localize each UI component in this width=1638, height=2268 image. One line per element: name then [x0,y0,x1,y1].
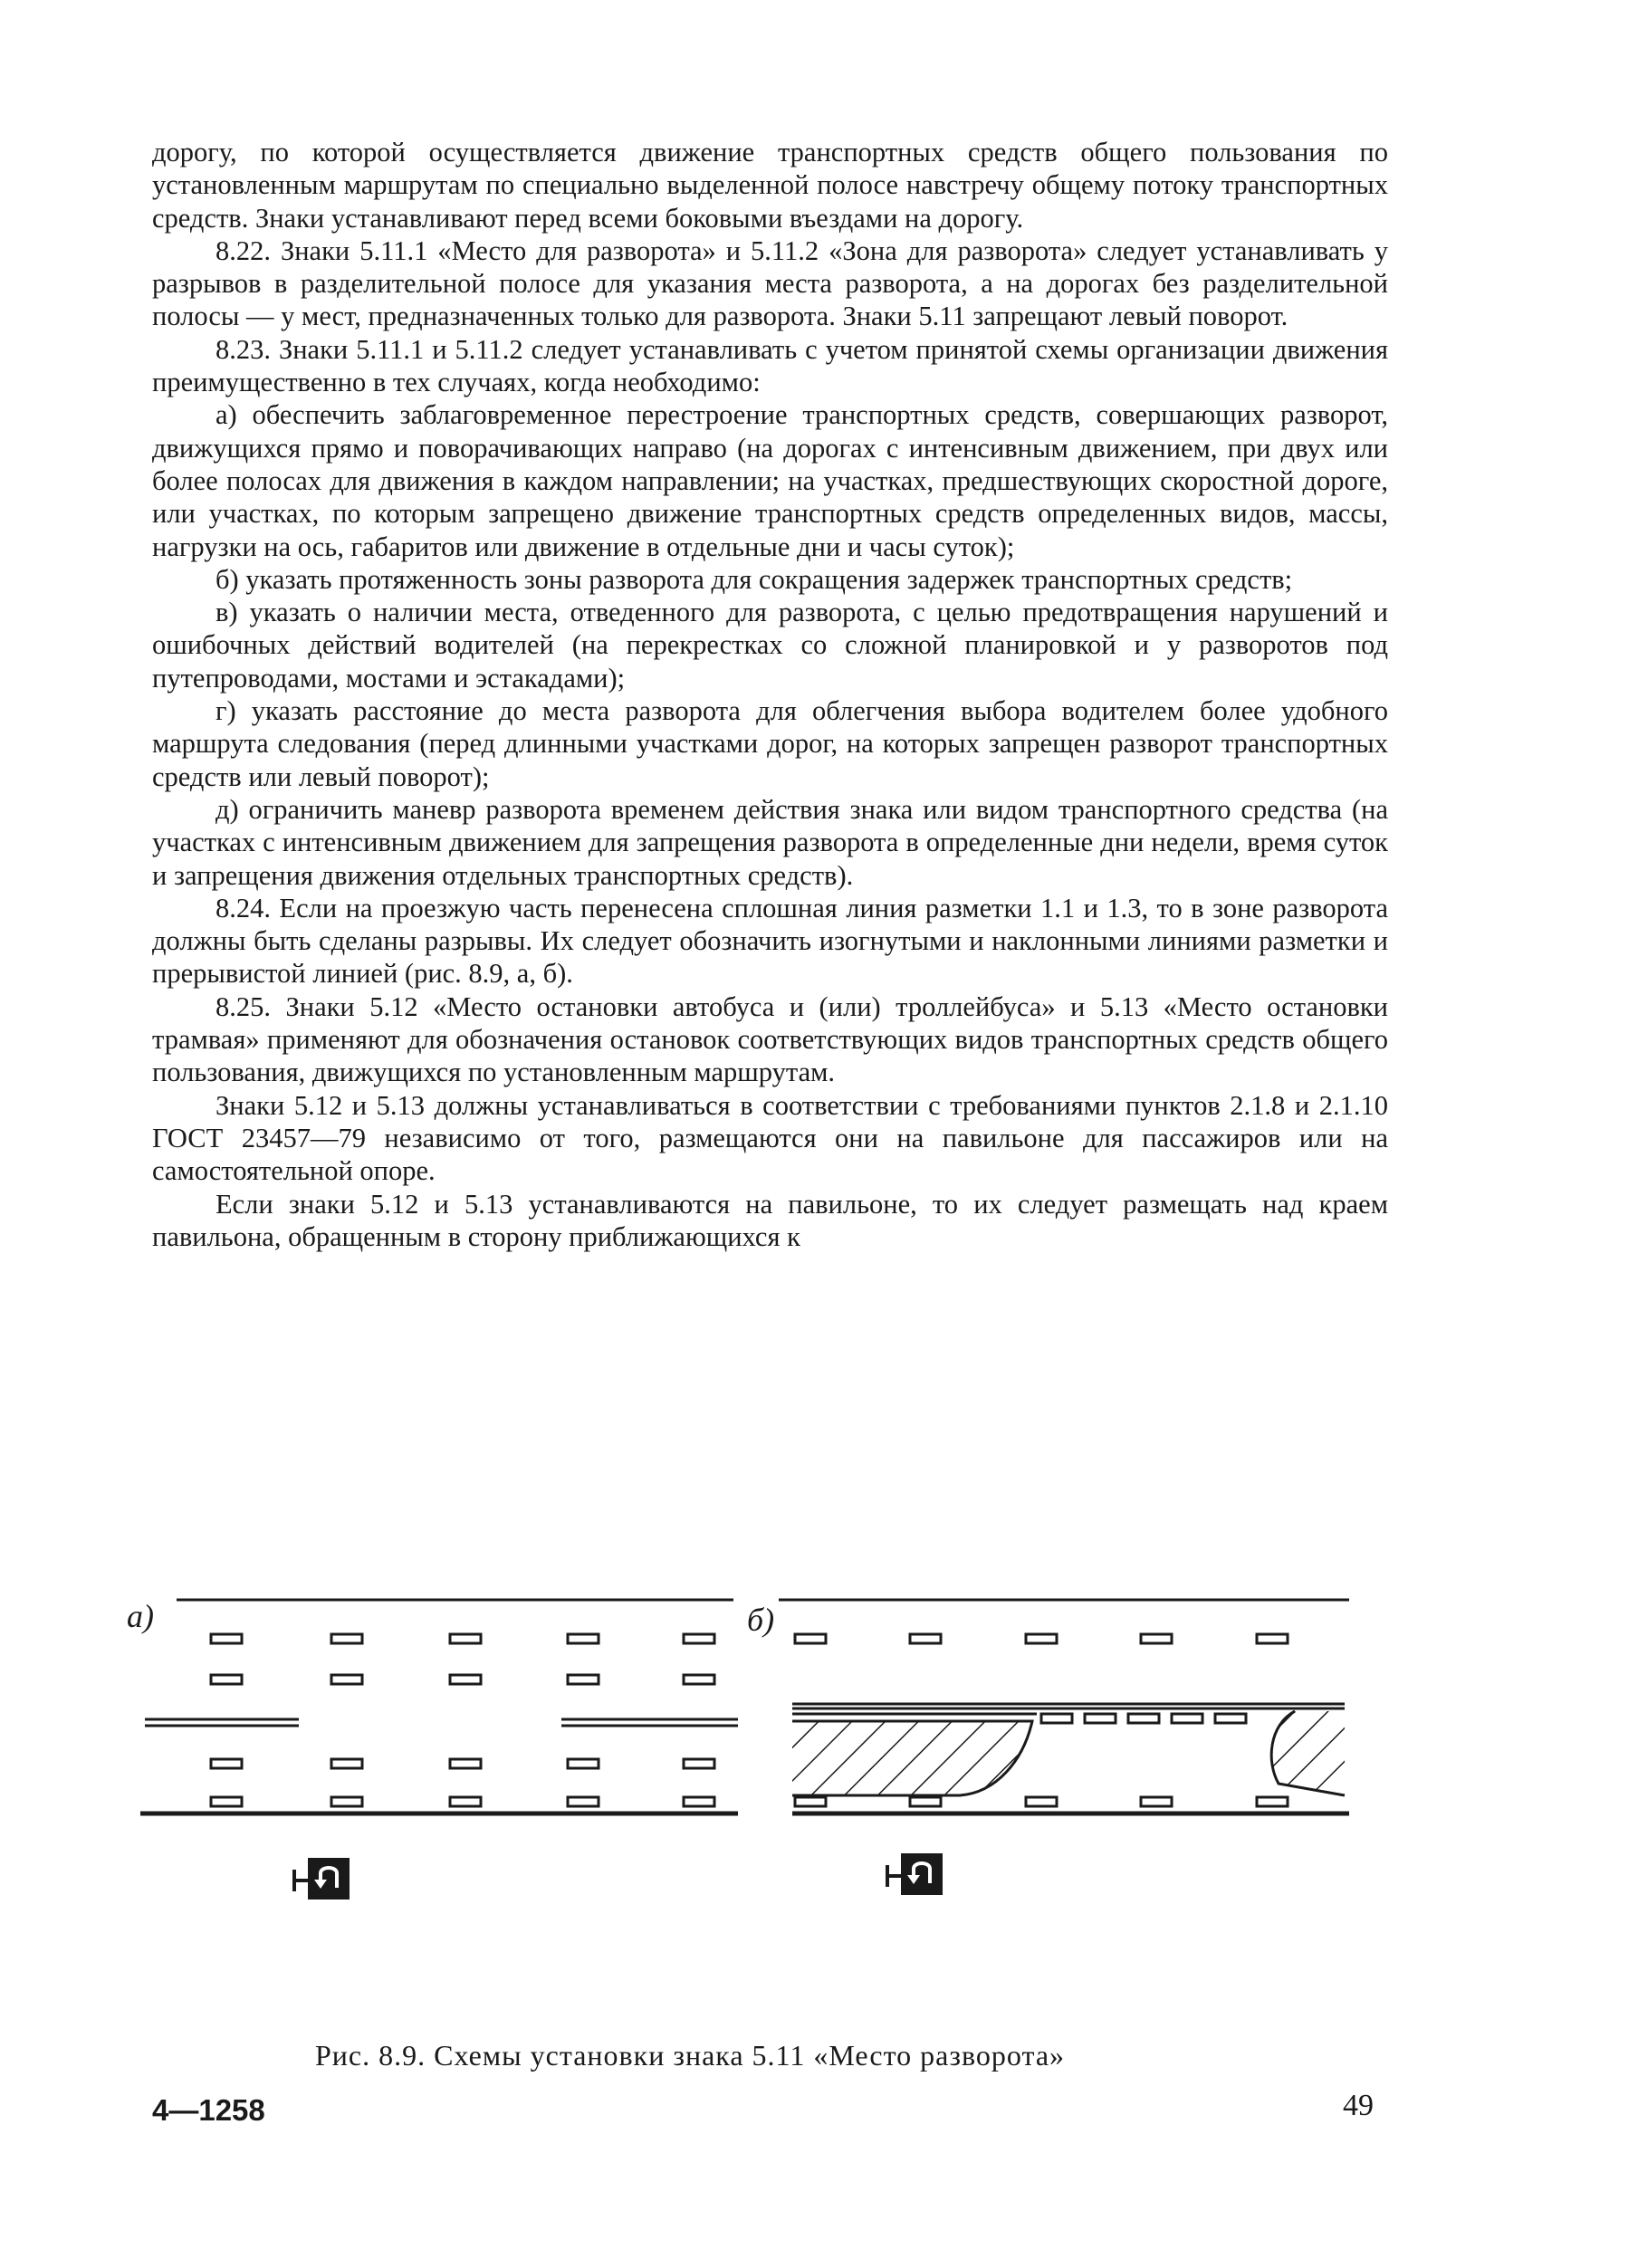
panel-a-label: а) [127,1598,154,1634]
page-code: 4—1258 [152,2093,265,2127]
paragraph: 8.24. Если на проезжую часть перенесена сплошная линия разметки 1.1 и 1.3, то в зоне разворота должны быть сделаны разрывы. Их следует обозначить изогнутыми и наклонными линиями разметки и прерывистой линией (рис. 8.9, а, б). [152,892,1388,990]
panel-b-label: б) [747,1602,775,1638]
page-number: 49 [1343,2089,1374,2122]
u-turn-sign-icon [294,1858,350,1900]
paragraph: д) ограничить маневр разворота временем действия знака или видом транспортного средства (на участках с интенсивным движением для запрещения разворота в определенные дни недели, время суток и запрещения движения отдельных транспортных средств). [152,793,1388,891]
paragraph: 8.25. Знаки 5.12 «Место остановки автобуса и (или) троллейбуса» и 5.13 «Место остановки трамвая» применяют для обозначения остановок соответствующих видов транспортных средств общего пользования, движущихся по установленным маршрутам. [152,990,1388,1088]
paragraph: Если знаки 5.12 и 5.13 устанавливаются на павильоне, то их следует размещать над краем павильона, обращенным в сторону приближающихся к [152,1188,1388,1252]
paragraph: 8.23. Знаки 5.11.1 и 5.11.2 следует устанавливать с учетом принятой схемы организации движения преимущественно в тех случаях, когда необходимо: [152,333,1388,398]
road-diagram [127,1580,1367,2024]
paragraph: б) указать протяженность зоны разворота для сокращения задержек транспортных средств; [216,563,1293,595]
panel-a-road [140,1600,738,1813]
figure-caption: Рис. 8.9. Схемы установки знака 5.11 «Место разворота» [315,2039,1066,2072]
paragraph: в) указать о наличии места, отведенного для разворота, с целью предотвращения нарушений и ошибочных действий водителей (на перекрестках со сложной планировкой и у разворотов под путепроводами, мостами и эстакадами); [152,597,1388,694]
figure-8-9 [127,1580,1367,2024]
u-turn-sign-icon [887,1853,943,1895]
paragraph: а) обеспечить заблаговременное перестроение транспортных средств, совершающих разворот, движущихся прямо и поворачивающих направо (на дорогах с интенсивным движением, при двух или более полосах для движения в каждом направлении; на участках, предшествующих скоростной дороге, или участках, по которым запрещено движение транспортных средств определенных видов, массы, нагрузки на ось, габаритов или движение в отдельные дни и часы суток); [152,399,1388,562]
paragraph: 8.22. Знаки 5.11.1 «Место для разворота» и 5.11.2 «Зона для разворота» следует устанавливать у разрывов в разделительной полосе для указания места разворота, а на дорогах без разделительной полосы — у мест, предназначенных только для разворота. Знаки 5.11 запрещают левый поворот. [152,234,1388,332]
paragraph: Знаки 5.12 и 5.13 должны устанавливаться в соответствии с требованиями пунктов 2.1.8 и 2.1.10 ГОСТ 23457—79 независимо от того, размещаются они на павильоне для пассажиров или на самостоятельной опоре. [152,1089,1388,1187]
paragraph: г) указать расстояние до места разворота для облегчения выбора водителем более удобного маршрута следования (перед длинными участками дорог, на которых запрещен разворот транспортных средств или левый поворот); [152,695,1388,792]
paragraph: дорогу, по которой осуществляется движение транспортных средств общего пользования по установленным маршрутам по специально выделенной полосе навстречу общему потоку транспортных средств. Знаки устанавливают перед всеми боковыми въездами на дорогу. [152,137,1388,234]
body-text [152,136,1388,1253]
